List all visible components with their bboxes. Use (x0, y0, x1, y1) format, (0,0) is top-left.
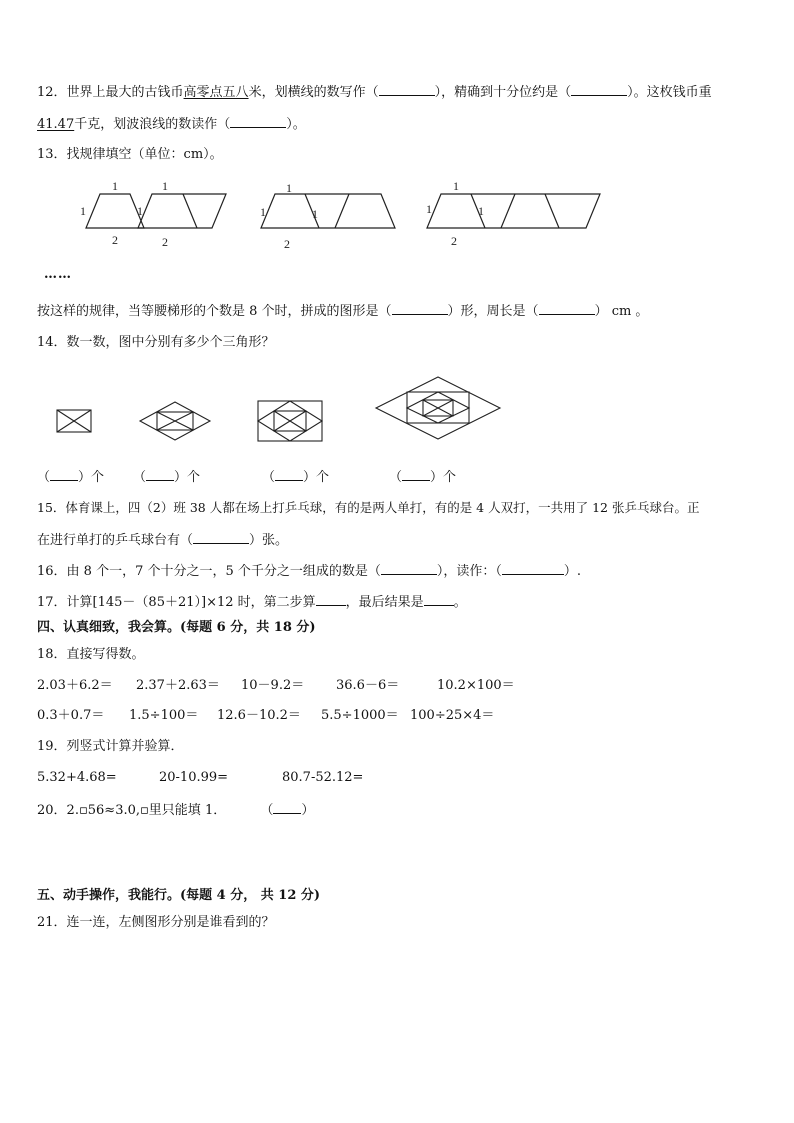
calc-item: 2.37＋2.63＝ (136, 678, 220, 693)
q16-line (37, 562, 581, 581)
paren-open: （ (262, 470, 276, 485)
q13-text: ） cm 。 (594, 304, 649, 319)
calc-item: 80.7-52.12= (282, 770, 364, 785)
q15-line2 (37, 531, 288, 550)
q17-text: 。 (453, 595, 467, 610)
answer-blank[interactable] (146, 468, 174, 481)
q18-row-2 (37, 707, 597, 725)
answer-blank[interactable] (381, 562, 437, 575)
answer-blank[interactable] (539, 302, 595, 315)
divider-line (545, 194, 559, 228)
paren-close: ）个 (303, 470, 330, 485)
paren-open: （ (389, 470, 403, 485)
calc-item: 12.6－10.2＝ (217, 708, 301, 723)
paren-open: （ (133, 470, 147, 485)
q21-title: 21．连一连，左侧图形分别是谁看到的？ (37, 915, 275, 930)
q18-row-1 (37, 677, 597, 695)
trapezoid-shape (261, 194, 395, 228)
divider-line (183, 194, 197, 228)
q13-answer-line (37, 302, 648, 321)
calc-item: 20-10.99= (159, 770, 229, 785)
q12-text: 千克，划波浪线的数读作（ (74, 117, 231, 132)
calc-item: 0.3＋0.7＝ (37, 708, 105, 723)
q14-answer-4 (389, 468, 456, 487)
calc-item: 10.2×100＝ (437, 678, 515, 693)
q19-title: 19．列竖式计算并验算． (37, 739, 184, 754)
q14-answer-3 (262, 468, 329, 487)
label-bottom: 2 (162, 235, 168, 249)
q13-title: 13．找规律填空（单位：cm）。 (37, 147, 223, 162)
answer-blank[interactable] (193, 531, 249, 544)
label-bottom: 2 (451, 234, 457, 248)
answer-blank[interactable] (230, 115, 286, 128)
calc-item: 5.32+4.68= (37, 770, 117, 785)
q14-answer-1 (37, 468, 104, 487)
paren-open: （ (37, 470, 51, 485)
q13-text: ）形，周长是（ (447, 304, 539, 319)
q16-text: 16．由 8 个一，7 个十分之一，5 个千分之一组成的数是（ (37, 564, 381, 579)
q19-items (37, 769, 437, 787)
parallelogram-shape (138, 194, 226, 228)
triangle-count-figures (40, 375, 520, 455)
continuation-dots: …… (44, 267, 72, 282)
q12-line1 (37, 83, 712, 102)
q13-text: 按这样的规律，当等腰梯形的个数是 8 个时，拼成的图形是（ (37, 304, 392, 319)
paren-close: ） (301, 803, 315, 818)
q17-line (37, 593, 467, 612)
trapezoid-shape (86, 194, 144, 228)
q15-line1: 15．体育课上，四（2）班 38 人都在场上打乒乓球，有的是两人单打，有的是 4 人双打，一共用了 12 张乒乓球台。正 (37, 500, 700, 515)
answer-blank[interactable] (424, 593, 454, 606)
q20-line (37, 801, 314, 820)
label-side: 1 (478, 204, 484, 218)
answer-blank[interactable] (402, 468, 430, 481)
answer-blank[interactable] (502, 562, 564, 575)
q12-text: 米，划横线的数写作（ (248, 85, 379, 100)
section-5-heading: 五、动手操作，我能行。(每题 4 分， 共 12 分) (37, 888, 321, 903)
paren-close: ）个 (430, 470, 457, 485)
label-side: 1 (426, 202, 432, 216)
paren-close: ）个 (78, 470, 105, 485)
label-side: 1 (260, 205, 266, 219)
q18-title: 18．直接写得数。 (37, 647, 145, 662)
q12-line2 (37, 115, 306, 134)
q12-text: ）。这枚钱币重 (627, 85, 712, 100)
label-top: 1 (286, 181, 292, 195)
q12-wavy-number: 41.47 (37, 117, 75, 132)
q15-text: ）张。 (249, 533, 289, 548)
answer-blank[interactable] (392, 302, 448, 315)
answer-blank[interactable] (316, 593, 346, 606)
label-top: 1 (453, 179, 459, 193)
answer-blank[interactable] (50, 468, 78, 481)
label-side: 1 (312, 207, 318, 221)
answer-blank[interactable] (379, 83, 435, 96)
label-top: 1 (112, 179, 118, 193)
calc-item: 10－9.2＝ (241, 678, 305, 693)
divider-line (335, 194, 349, 228)
label-bottom: 2 (112, 233, 118, 247)
q14-answer-2 (133, 468, 200, 487)
q14-title: 14．数一数，图中分别有多少个三角形？ (37, 335, 275, 350)
calc-item: 1.5÷100＝ (129, 708, 199, 723)
calc-item: 5.5÷1000＝ (321, 708, 399, 723)
q12-underlined-number: 高零点五八 (183, 85, 249, 100)
trapezoid-pattern-figure (40, 178, 610, 250)
paren-close: ）个 (174, 470, 201, 485)
section-4-heading: 四、认真细致，我会算。(每题 6 分，共 18 分) (37, 620, 316, 635)
calc-item: 100÷25×4＝ (410, 708, 495, 723)
q12-text: ）。 (286, 117, 306, 132)
q20-text: 20．2.▫56≈3.0,▫里只能填 1． (37, 803, 227, 818)
answer-blank[interactable] (275, 468, 303, 481)
answer-blank[interactable] (571, 83, 627, 96)
label-top: 1 (162, 179, 168, 193)
q12-text: 12．世界上最大的古钱币 (37, 85, 184, 100)
calc-item: 36.6－6＝ (336, 678, 400, 693)
divider-line (501, 194, 515, 228)
label-side: 1 (80, 204, 86, 218)
q15-text: 在进行单打的乒乓球台有（ (37, 533, 194, 548)
q16-text: ），读作：（ (436, 564, 502, 579)
q12-text: ），精确到十分位约是（ (434, 85, 572, 100)
q17-text: ，最后结果是 (345, 595, 424, 610)
answer-blank[interactable] (273, 801, 301, 814)
label-side: 1 (137, 204, 143, 218)
label-bottom: 2 (284, 237, 290, 250)
q16-text: ）. (563, 564, 582, 579)
paren-open: （ (260, 803, 274, 818)
calc-item: 2.03＋6.2＝ (37, 678, 113, 693)
q17-text: 17．计算[145－（85＋21）]×12 时，第二步算 (37, 595, 316, 610)
